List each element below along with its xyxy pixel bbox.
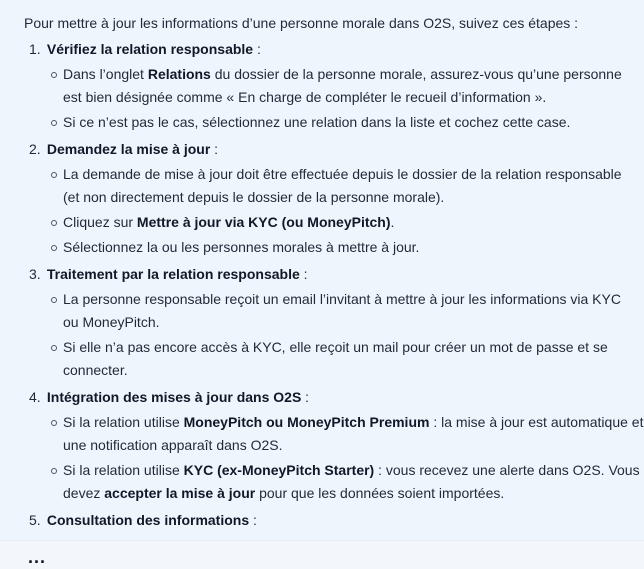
step-item: [24, 39, 644, 134]
step-item: [24, 139, 644, 259]
list-item: Cliquez sur Mettre à jour via KYC (ou MoneyPitch).: [24, 211, 623, 234]
step-item: [24, 264, 644, 382]
step-number: 4.: [29, 389, 41, 405]
list-item: La demande de mise à jour doit être effectuée depuis le dossier de la relation responsable (et non directement depuis le dossier de la personne morale).: [24, 163, 623, 209]
step-heading: 2. Demandez la mise à jour :: [29, 141, 219, 157]
step-heading: 5. Consultation des informations :: [29, 512, 257, 528]
sub-list: [24, 288, 644, 382]
list-item: Si la relation utilise MoneyPitch ou MoneyPitch Premium : la mise à jour est automatique et une notification apparaît dans O2S.: [24, 411, 623, 457]
list-item: Si elle n’a pas encore accès à KYC, elle reçoit un mail pour créer un mot de passe et se connecter.: [24, 336, 623, 382]
circle-bullet-icon: [51, 345, 57, 351]
more-indicator: ...: [28, 547, 47, 567]
step-heading: 3. Traitement par la relation responsable :: [29, 266, 308, 282]
step-title: Vérifiez la relation responsable: [46, 41, 254, 57]
list-item: La personne responsable reçoit un email l’invitant à mettre à jour les informations via KYC ou MoneyPitch.: [24, 288, 623, 334]
circle-bullet-icon: [51, 72, 57, 78]
circle-bullet-icon: [51, 468, 57, 474]
step-title: Consultation des informations: [46, 512, 250, 528]
step-number: 2.: [29, 141, 41, 157]
list-item: Sélectionnez la ou les personnes morales à mettre à jour.: [24, 236, 623, 259]
circle-bullet-icon: [51, 420, 57, 426]
step-heading: 1. Vérifiez la relation responsable :: [29, 41, 261, 57]
steps-list: [24, 39, 644, 530]
list-item: Si ce n’est pas le cas, sélectionnez une relation dans la liste et cochez cette case.: [24, 111, 623, 134]
step-number: 1.: [29, 41, 41, 57]
circle-bullet-icon: [51, 297, 57, 303]
circle-bullet-icon: [51, 120, 57, 126]
circle-bullet-icon: [51, 220, 57, 226]
sub-list: [24, 63, 644, 134]
step-number: 3.: [29, 266, 41, 282]
step-heading: 4. Intégration des mises à jour dans O2S :: [29, 389, 310, 405]
step-title: Traitement par la relation responsable: [46, 266, 300, 282]
circle-bullet-icon: [51, 245, 57, 251]
circle-bullet-icon: [51, 172, 57, 178]
step-title: Demandez la mise à jour: [46, 141, 211, 157]
sub-list: [24, 163, 644, 259]
step-title: Intégration des mises à jour dans O2S: [46, 389, 302, 405]
step-number: 5.: [29, 512, 41, 528]
intro-text: Pour mettre à jour les informations d’une personne morale dans O2S, suivez ces étapes :: [24, 15, 579, 31]
list-item: Dans l’onglet Relations du dossier de la personne morale, assurez-vous qu’une personne est bien désignée comme « En charge de compléter le recueil d’information ».: [24, 63, 623, 109]
step-item: [24, 387, 644, 505]
list-item: Si la relation utilise KYC (ex-MoneyPitch Starter) : vous recevez une alerte dans O2S. Vous devez accepter la mise à jour pour que les données soient importées.: [24, 459, 623, 505]
sub-list: [24, 411, 644, 505]
step-item: [24, 510, 644, 530]
